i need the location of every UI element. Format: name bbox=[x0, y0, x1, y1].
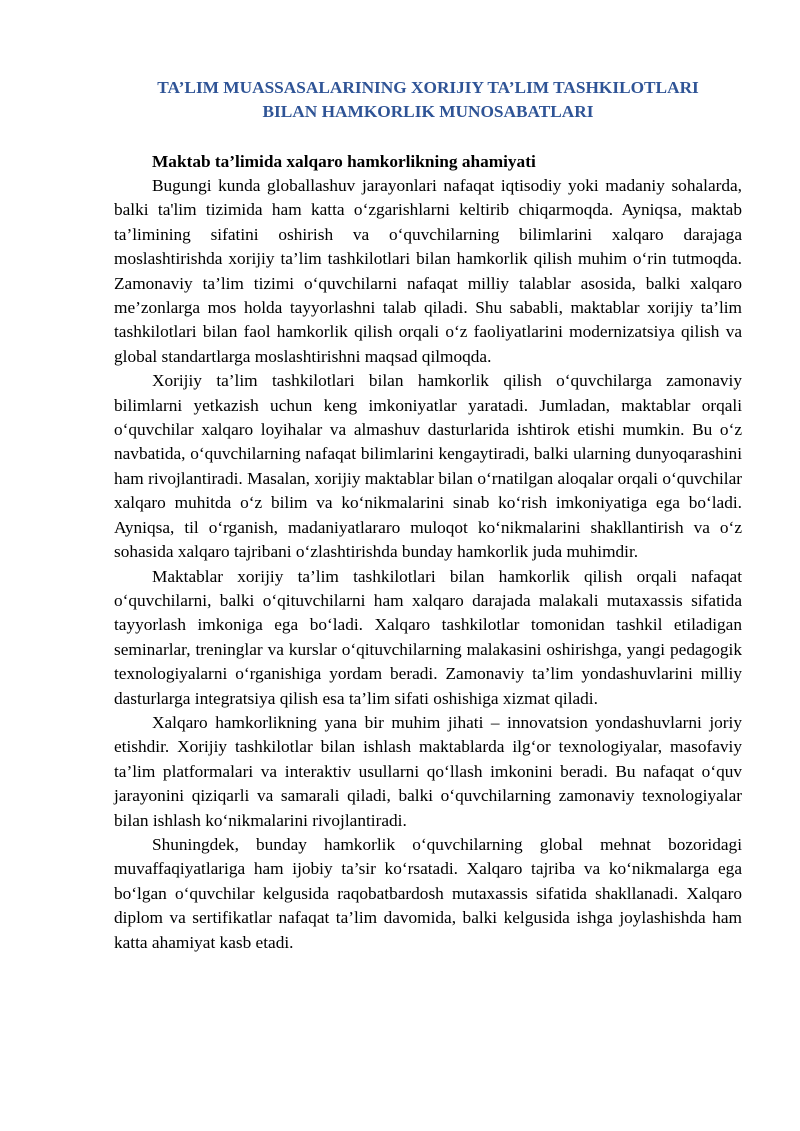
paragraph-1: Bugungi kunda globallashuv jarayonlari nafaqat iqtisodiy yoki madaniy sohalarda, balki ta'lim tizimida ham katta o‘zgarishlarni keltirib chiqarmoqda. Ayniqsa, maktab ta’limining sifatini oshirish va o‘quvchilarning bilimlarini xalqaro darajaga moslashtirishda xorijiy ta’lim tashkilotlari bilan hamkorlik qilish muhim o‘rin tutmoqda. Zamonaviy ta’lim tizimi o‘quvchilarni nafaqat milliy talablar asosida, balki xalqaro me’zonlarga mos holda tayyorlashni talab qiladi. Shu sababli, maktablar xorijiy ta’lim tashkilotlari bilan faol hamkorlik qilish orqali o‘z faoliyatlarini modernizatsiya qilish va global standartlarga moslashtirishni maqsad qilmoqda. bbox=[114, 176, 742, 366]
paragraph-3: Maktablar xorijiy ta’lim tashkilotlari bilan hamkorlik qilish orqali nafaqat o‘quvchilarni, balki o‘qituvchilarni ham xalqaro darajada malakali mutaxassis sifatida tayyorlash imkoniga ega bo‘ladi. Xalqaro tashkilotlar tomonidan tashkil etiladigan seminarlar, treninglar va kurslar o‘qituvchilarning malakasini oshirishga, yangi pedagogik texnologiyalarni o‘rganishiga yordam beradi. Zamonaviy ta’lim yondashuvlarini milliy dasturlarga integratsiya qilish esa ta’lim sifati oshishiga xizmat qiladi. bbox=[114, 566, 742, 708]
paragraph-2: Xorijiy ta’lim tashkilotlari bilan hamkorlik qilish o‘quvchilarga zamonaviy bilimlarni yetkazish uchun keng imkoniyatlar yaratadi. Jumladan, maktablar orqali o‘quvchilar xalqaro loyihalar va almashuv dasturlarida ishtirok etishi mumkin. Bu o‘z navbatida, o‘quvchilarning nafaqat bilimlarini kengaytiradi, balki ularning dunyoqarashini ham rivojlantiradi. Masalan, xorijiy maktablar bilan o‘rnatilgan aloqalar orqali o‘quvchilar xalqaro muhitda o‘z bilim va ko‘nikmalarini sinab ko‘rish imkoniyatiga ega bo‘ladi. Ayniqsa, til o‘rganish, madaniyatlararo muloqot ko‘nikmalarini shakllantirish va o‘z sohasida xalqaro tajribani o‘zlashtirishda bunday hamkorlik juda muhimdir. bbox=[114, 371, 742, 562]
document-title-line-2: BILAN HAMKORLIK MUNOSABATLARI bbox=[262, 102, 594, 121]
paragraph-5: Shuningdek, bunday hamkorlik o‘quvchilarning global mehnat bozoridagi muvaffaqiyatlariga ham ijobiy ta’sir ko‘rsatadi. Xalqaro tajriba va ko‘nikmalarga ega bo‘lgan o‘quvchilar kelgusida raqobatbardosh mutaxassis sifatida shakllanadi. Xalqaro diplom va sertifikatlar nafaqat ta’lim davomida, balki kelgusida ishga joylashishda ham katta ahamiyat kasb etadi. bbox=[114, 834, 742, 952]
document-title-line-1: TA’LIM MUASSASALARINING XORIJIY TA’LIM TASHKILOTLARI bbox=[157, 78, 699, 97]
document-title bbox=[114, 76, 742, 124]
paragraph-4: Xalqaro hamkorlikning yana bir muhim jihati – innovatsion yondashuvlarni joriy etishdir. Xorijiy tashkilotlar bilan ishlash maktablarda ilg‘or texnologiyalar, masofaviy ta’lim platformalari va interaktiv usullarni qo‘llash imkonini beradi. Bu nafaqat o‘quv jarayonini qiziqarli va samarali qiladi, balki o‘quvchilarning zamonaviy texnologiyalar bilan ishlash ko‘nikmalarini rivojlantiradi. bbox=[114, 712, 742, 830]
document-page bbox=[114, 76, 742, 955]
section-heading: Maktab ta’limida xalqaro hamkorlikning ahamiyati bbox=[152, 152, 536, 171]
